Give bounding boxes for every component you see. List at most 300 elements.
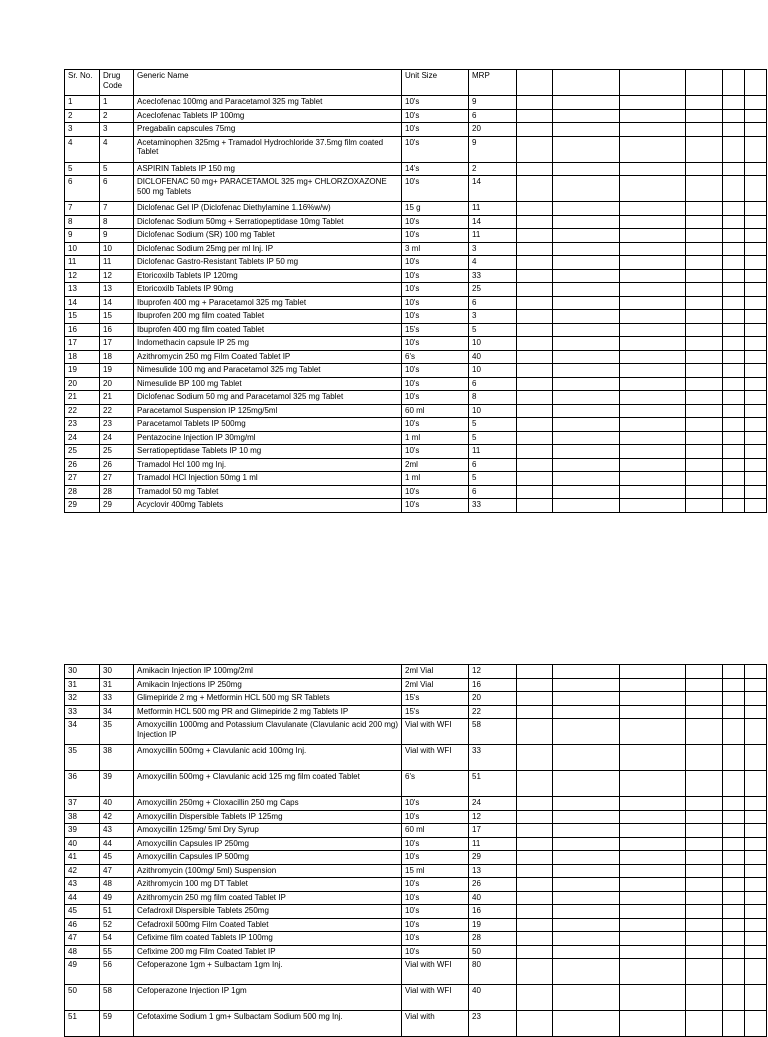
row-sr-no: 6: [65, 176, 100, 202]
empty-cell: [723, 485, 745, 499]
row-unit-size: 10's: [402, 418, 469, 432]
row-sr-no: 45: [65, 905, 100, 919]
table-row: [65, 891, 767, 905]
empty-cell: [745, 296, 767, 310]
row-drug-code: 52: [100, 918, 134, 932]
row-mrp: 6: [469, 296, 517, 310]
row-sr-no: 49: [65, 959, 100, 985]
empty-cell: [620, 719, 686, 745]
empty-cell: [517, 364, 553, 378]
row-generic-name: Etoricoxilb Tablets IP 120mg: [134, 269, 402, 283]
empty-cell: [553, 229, 620, 243]
row-sr-no: 8: [65, 215, 100, 229]
empty-cell: [745, 891, 767, 905]
empty-cell: [723, 837, 745, 851]
row-unit-size: 10's: [402, 229, 469, 243]
empty-cell: [723, 123, 745, 137]
row-generic-name: Diclofenac Sodium 50 mg and Paracetamol 325 mg Tablet: [134, 391, 402, 405]
empty-cell: [517, 945, 553, 959]
row-generic-name: Aceclofenac Tablets IP 100mg: [134, 109, 402, 123]
empty-cell: [517, 705, 553, 719]
row-drug-code: 24: [100, 431, 134, 445]
empty-cell: [553, 109, 620, 123]
empty-cell: [686, 771, 723, 797]
row-sr-no: 17: [65, 337, 100, 351]
empty-cell: [553, 123, 620, 137]
row-mrp: 9: [469, 136, 517, 162]
row-drug-code: 28: [100, 485, 134, 499]
empty-cell: [620, 296, 686, 310]
empty-cell: [723, 256, 745, 270]
table-row: [65, 337, 767, 351]
empty-cell: [620, 215, 686, 229]
table-row: [65, 458, 767, 472]
row-sr-no: 19: [65, 364, 100, 378]
row-drug-code: 48: [100, 878, 134, 892]
row-unit-size: 15's: [402, 692, 469, 706]
row-drug-code: 47: [100, 864, 134, 878]
row-drug-code: 15: [100, 310, 134, 324]
empty-cell: [686, 364, 723, 378]
row-drug-code: 17: [100, 337, 134, 351]
row-mrp: 11: [469, 229, 517, 243]
empty-cell: [517, 296, 553, 310]
row-generic-name: Cefoperazone 1gm + Sulbactam 1gm Inj.: [134, 959, 402, 985]
empty-cell: [620, 458, 686, 472]
row-unit-size: 1 ml: [402, 431, 469, 445]
row-unit-size: 10's: [402, 215, 469, 229]
empty-cell: [686, 891, 723, 905]
row-unit-size: 10's: [402, 256, 469, 270]
empty-cell: [553, 337, 620, 351]
row-mrp: 80: [469, 959, 517, 985]
empty-cell: [723, 215, 745, 229]
empty-cell: [620, 176, 686, 202]
empty-cell: [517, 96, 553, 110]
empty-cell: [686, 472, 723, 486]
empty-cell: [620, 418, 686, 432]
row-mrp: 16: [469, 678, 517, 692]
empty-cell: [517, 229, 553, 243]
empty-cell: [686, 296, 723, 310]
row-unit-size: Vial with WFI: [402, 745, 469, 771]
empty-cell: [517, 824, 553, 838]
empty-cell: [620, 136, 686, 162]
row-mrp: 26: [469, 878, 517, 892]
row-unit-size: 10's: [402, 891, 469, 905]
row-mrp: 24: [469, 797, 517, 811]
table-row: [65, 269, 767, 283]
table-row: [65, 692, 767, 706]
table-row: [65, 404, 767, 418]
empty-cell: [745, 945, 767, 959]
empty-cell: [686, 499, 723, 513]
row-sr-no: 27: [65, 472, 100, 486]
empty-cell: [553, 797, 620, 811]
table-row: [65, 310, 767, 324]
row-sr-no: 32: [65, 692, 100, 706]
empty-cell: [620, 499, 686, 513]
row-unit-size: 10's: [402, 377, 469, 391]
empty-cell: [517, 269, 553, 283]
row-drug-code: 26: [100, 458, 134, 472]
empty-cell: [620, 242, 686, 256]
empty-cell: [723, 945, 745, 959]
empty-cell: [745, 485, 767, 499]
empty-cell: [517, 391, 553, 405]
empty-cell: [517, 136, 553, 162]
row-unit-size: 10's: [402, 499, 469, 513]
empty-cell: [620, 959, 686, 985]
empty-cell: [723, 350, 745, 364]
row-unit-size: 10's: [402, 797, 469, 811]
row-mrp: 12: [469, 810, 517, 824]
table-row: [65, 377, 767, 391]
row-sr-no: 51: [65, 1011, 100, 1037]
empty-cell: [745, 878, 767, 892]
empty-cell: [553, 985, 620, 1011]
empty-cell: [553, 176, 620, 202]
empty-cell: [620, 431, 686, 445]
empty-cell: [723, 310, 745, 324]
row-unit-size: 15 g: [402, 202, 469, 216]
empty-cell: [686, 323, 723, 337]
row-drug-code: 27: [100, 472, 134, 486]
row-mrp: 16: [469, 905, 517, 919]
empty-cell: [745, 771, 767, 797]
empty-cell: [723, 985, 745, 1011]
row-unit-size: 6's: [402, 350, 469, 364]
row-mrp: 6: [469, 485, 517, 499]
row-mrp: 8: [469, 391, 517, 405]
table-row: [65, 242, 767, 256]
row-generic-name: Nimesulide 100 mg and Paracetamol 325 mg Tablet: [134, 364, 402, 378]
empty-cell: [553, 945, 620, 959]
empty-cell: [686, 176, 723, 202]
empty-cell: [686, 705, 723, 719]
row-drug-code: 1: [100, 96, 134, 110]
header-sr-no: Sr. No.: [65, 70, 100, 96]
row-unit-size: 15 ml: [402, 864, 469, 878]
empty-cell: [745, 136, 767, 162]
row-generic-name: Cefadroxil 500mg Film Coated Tablet: [134, 918, 402, 932]
row-sr-no: 38: [65, 810, 100, 824]
empty-cell: [517, 350, 553, 364]
empty-cell: [553, 256, 620, 270]
empty-cell: [553, 878, 620, 892]
empty-cell: [553, 959, 620, 985]
row-sr-no: 5: [65, 162, 100, 176]
empty-cell: [723, 337, 745, 351]
empty-cell: [517, 283, 553, 297]
empty-cell: [620, 283, 686, 297]
empty-cell: [745, 678, 767, 692]
empty-cell: [517, 959, 553, 985]
empty-cell: [745, 824, 767, 838]
empty-cell: [553, 136, 620, 162]
table-row: [65, 905, 767, 919]
row-generic-name: Amoxycillin 500mg + Clavulanic acid 100mg Inj.: [134, 745, 402, 771]
row-unit-size: 10's: [402, 932, 469, 946]
empty-cell: [745, 705, 767, 719]
empty-cell: [745, 123, 767, 137]
row-drug-code: 54: [100, 932, 134, 946]
empty-cell: [517, 431, 553, 445]
empty-cell: [553, 472, 620, 486]
row-unit-size: 10's: [402, 391, 469, 405]
row-mrp: 17: [469, 824, 517, 838]
empty-cell: [517, 851, 553, 865]
empty-cell: [686, 918, 723, 932]
row-drug-code: 33: [100, 692, 134, 706]
empty-cell: [620, 377, 686, 391]
table-row: [65, 678, 767, 692]
row-generic-name: Pentazocine Injection IP 30mg/ml: [134, 431, 402, 445]
empty-cell: [686, 162, 723, 176]
empty-cell: [553, 837, 620, 851]
table-row: [65, 499, 767, 513]
empty-cell: [723, 745, 745, 771]
empty-cell: [745, 959, 767, 985]
empty-cell: [517, 878, 553, 892]
empty-cell: [686, 692, 723, 706]
row-mrp: 5: [469, 418, 517, 432]
row-unit-size: 2ml Vial: [402, 665, 469, 679]
empty-cell: [620, 851, 686, 865]
empty-cell: [745, 350, 767, 364]
empty-cell: [723, 162, 745, 176]
row-generic-name: Serratiopeptidase Tablets IP 10 mg: [134, 445, 402, 459]
empty-cell: [517, 256, 553, 270]
table-row: [65, 705, 767, 719]
empty-cell: [686, 905, 723, 919]
empty-cell: [723, 797, 745, 811]
row-drug-code: 9: [100, 229, 134, 243]
table-row: [65, 162, 767, 176]
row-mrp: 58: [469, 719, 517, 745]
table-row: [65, 229, 767, 243]
empty-cell: [553, 771, 620, 797]
row-drug-code: 8: [100, 215, 134, 229]
table-row: [65, 431, 767, 445]
empty-cell: [686, 985, 723, 1011]
row-sr-no: 15: [65, 310, 100, 324]
row-sr-no: 1: [65, 96, 100, 110]
row-mrp: 5: [469, 431, 517, 445]
empty-cell: [517, 176, 553, 202]
empty-cell: [620, 323, 686, 337]
empty-cell: [517, 310, 553, 324]
empty-cell: [553, 499, 620, 513]
empty-cell: [553, 719, 620, 745]
empty-cell: [553, 431, 620, 445]
empty-cell: [620, 891, 686, 905]
empty-cell: [723, 136, 745, 162]
empty-cell: [620, 905, 686, 919]
row-generic-name: Diclofenac Gel IP (Diclofenac Diethylamine 1.16%w/w): [134, 202, 402, 216]
row-generic-name: Diclofenac Sodium (SR) 100 mg Tablet: [134, 229, 402, 243]
empty-cell: [553, 678, 620, 692]
table-row: [65, 256, 767, 270]
row-sr-no: 29: [65, 499, 100, 513]
empty-cell: [745, 364, 767, 378]
row-generic-name: Tramadol 50 mg Tablet: [134, 485, 402, 499]
empty-cell: [745, 719, 767, 745]
row-mrp: 4: [469, 256, 517, 270]
empty-cell: [517, 745, 553, 771]
empty-cell: [620, 109, 686, 123]
empty-cell: [620, 472, 686, 486]
row-sr-no: 22: [65, 404, 100, 418]
empty-cell: [517, 404, 553, 418]
table-row: [65, 202, 767, 216]
empty-cell: [686, 665, 723, 679]
row-mrp: 25: [469, 283, 517, 297]
row-sr-no: 37: [65, 797, 100, 811]
empty-cell: [686, 932, 723, 946]
empty-cell: [517, 692, 553, 706]
empty-cell: [745, 215, 767, 229]
empty-cell: [620, 445, 686, 459]
empty-cell: [553, 851, 620, 865]
empty-cell: [745, 202, 767, 216]
empty-cell: [553, 485, 620, 499]
row-generic-name: Acyclovir 400mg Tablets: [134, 499, 402, 513]
header-drug-code: Drug Code: [100, 70, 134, 96]
empty-cell: [620, 256, 686, 270]
empty-cell: [745, 458, 767, 472]
row-generic-name: ASPIRIN Tablets IP 150 mg: [134, 162, 402, 176]
row-mrp: 11: [469, 445, 517, 459]
empty-cell: [723, 864, 745, 878]
empty-cell: [723, 431, 745, 445]
row-mrp: 40: [469, 350, 517, 364]
empty-cell: [620, 162, 686, 176]
empty-cell: [553, 310, 620, 324]
empty-cell: [686, 719, 723, 745]
row-mrp: 10: [469, 404, 517, 418]
empty-cell: [723, 810, 745, 824]
row-sr-no: 14: [65, 296, 100, 310]
table-row: [65, 932, 767, 946]
empty-cell: [686, 310, 723, 324]
table-row: [65, 445, 767, 459]
empty-cell: [723, 377, 745, 391]
empty-cell: [620, 337, 686, 351]
empty-cell: [745, 404, 767, 418]
row-unit-size: Vial with WFI: [402, 719, 469, 745]
empty-cell: [723, 932, 745, 946]
empty-cell: [686, 485, 723, 499]
empty-cell: [620, 202, 686, 216]
row-sr-no: 2: [65, 109, 100, 123]
empty-cell: [745, 242, 767, 256]
empty-cell: [745, 665, 767, 679]
empty-cell: [620, 745, 686, 771]
row-drug-code: 5: [100, 162, 134, 176]
table-row: [65, 391, 767, 405]
empty-cell: [517, 719, 553, 745]
row-drug-code: 44: [100, 837, 134, 851]
row-mrp: 10: [469, 364, 517, 378]
empty-cell: [620, 985, 686, 1011]
row-sr-no: 18: [65, 350, 100, 364]
row-sr-no: 12: [65, 269, 100, 283]
empty-cell: [686, 851, 723, 865]
empty-cell: [553, 445, 620, 459]
row-unit-size: 15's: [402, 705, 469, 719]
row-generic-name: Ibuprofen 200 mg film coated Tablet: [134, 310, 402, 324]
empty-cell: [723, 719, 745, 745]
row-unit-size: 10's: [402, 283, 469, 297]
empty-cell: [517, 678, 553, 692]
empty-cell: [620, 932, 686, 946]
row-unit-size: 10's: [402, 851, 469, 865]
row-generic-name: Amoxycillin 250mg + Cloxacillin 250 mg Caps: [134, 797, 402, 811]
table-row: [65, 485, 767, 499]
empty-cell: [686, 96, 723, 110]
empty-cell: [553, 269, 620, 283]
empty-cell: [553, 665, 620, 679]
row-unit-size: 60 ml: [402, 824, 469, 838]
empty-cell: [686, 109, 723, 123]
row-drug-code: 4: [100, 136, 134, 162]
empty-cell: [723, 771, 745, 797]
row-sr-no: 28: [65, 485, 100, 499]
empty-cell: [553, 323, 620, 337]
empty-cell: [517, 337, 553, 351]
empty-cell: [517, 70, 553, 96]
row-mrp: 14: [469, 215, 517, 229]
row-generic-name: Amoxycillin 125mg/ 5ml Dry Syrup: [134, 824, 402, 838]
empty-cell: [723, 176, 745, 202]
row-sr-no: 36: [65, 771, 100, 797]
empty-cell: [517, 797, 553, 811]
row-generic-name: Acetaminophen 325mg + Tramadol Hydrochloride 37.5mg film coated Tablet: [134, 136, 402, 162]
table-row: [65, 418, 767, 432]
row-unit-size: 60 ml: [402, 404, 469, 418]
empty-cell: [723, 269, 745, 283]
row-mrp: 6: [469, 377, 517, 391]
row-sr-no: 34: [65, 719, 100, 745]
empty-cell: [745, 323, 767, 337]
empty-cell: [745, 310, 767, 324]
row-generic-name: Cefoperazone Injection IP 1gm: [134, 985, 402, 1011]
empty-cell: [517, 215, 553, 229]
row-drug-code: 10: [100, 242, 134, 256]
empty-cell: [517, 377, 553, 391]
row-sr-no: 7: [65, 202, 100, 216]
empty-cell: [723, 665, 745, 679]
table-row: [65, 472, 767, 486]
row-drug-code: 49: [100, 891, 134, 905]
empty-cell: [553, 418, 620, 432]
empty-cell: [553, 918, 620, 932]
row-drug-code: 29: [100, 499, 134, 513]
empty-cell: [745, 283, 767, 297]
table-row: [65, 350, 767, 364]
empty-cell: [553, 296, 620, 310]
empty-cell: [686, 404, 723, 418]
empty-cell: [620, 70, 686, 96]
empty-cell: [620, 797, 686, 811]
row-sr-no: 42: [65, 864, 100, 878]
empty-cell: [686, 418, 723, 432]
row-unit-size: 10's: [402, 364, 469, 378]
row-unit-size: Vial with WFI: [402, 985, 469, 1011]
empty-cell: [553, 242, 620, 256]
empty-cell: [686, 878, 723, 892]
